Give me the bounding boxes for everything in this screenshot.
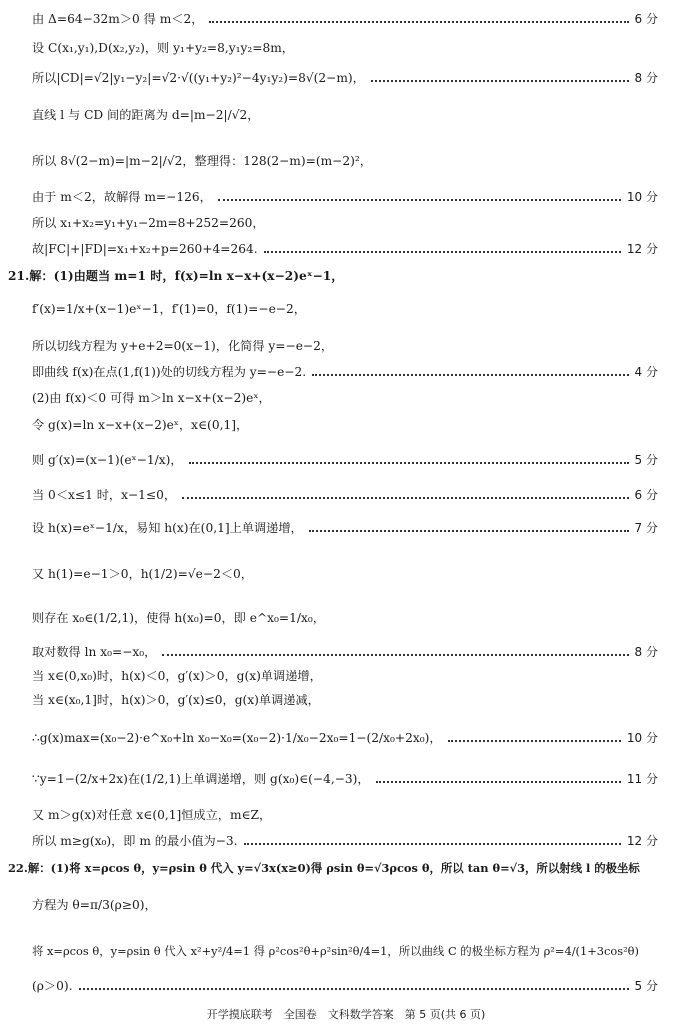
line-13 xyxy=(32,389,658,406)
line-6 xyxy=(32,188,658,205)
line-5 xyxy=(32,152,658,169)
line-25 xyxy=(32,806,658,823)
line-text: 即曲线 f(x)在点(1,f(1))处的切线方程为 y=−e−2. xyxy=(32,365,307,379)
line-2 xyxy=(32,39,658,56)
score-label: 4 分 xyxy=(634,365,658,379)
leader-dots xyxy=(264,251,621,253)
line-text: 由于 m＜2，故解得 m=−126， xyxy=(32,190,212,204)
line-text: (ρ＞0). xyxy=(32,979,73,993)
line-text: 将 x=ρcos θ，y=ρsin θ 代入 x²+y²/4=1 得 ρ²cos²θ+ρ²sin²θ/4=1，所以曲线 C 的极坐标方程为 ρ²=4/(1+3cos²θ) xyxy=(32,944,639,958)
line-30 xyxy=(32,977,658,994)
leader-dots xyxy=(79,988,629,990)
line-11 xyxy=(32,337,658,354)
line-26 xyxy=(32,832,658,849)
leader-dots xyxy=(209,21,628,23)
line-16 xyxy=(32,486,658,503)
score-label: 8 分 xyxy=(634,71,658,85)
line-text: 当 x∈(0,x₀)时，h(x)＜0，g′(x)＞0，g(x)单调递增， xyxy=(32,669,322,683)
score-label: 5 分 xyxy=(634,979,658,993)
line-29 xyxy=(32,943,658,959)
line-text: 所以 x₁+x₂=y₁+y₁−2m=8+252=260， xyxy=(32,216,265,230)
line-14 xyxy=(32,416,658,433)
line-28 xyxy=(32,896,658,913)
leader-dots xyxy=(312,374,628,376)
leader-dots xyxy=(189,462,629,464)
question-21-heading: 21.解：(1)由题当 m=1 时，f(x)=ln x−x+(x−2)eˣ−1， xyxy=(8,269,344,283)
line-text: 故|FC|+|FD|=x₁+x₂+p=260+4=264. xyxy=(32,242,258,256)
leader-dots xyxy=(371,80,629,82)
score-label: 5 分 xyxy=(634,453,658,467)
line-text: 所以切线方程为 y+e+2=0(x−1)，化简得 y=−e−2， xyxy=(32,339,334,353)
line-text: 由 Δ=64−32m＞0 得 m＜2， xyxy=(32,12,204,26)
line-text: 所以 8√(2−m)=|m−2|/√2，整理得：128(2−m)=(m−2)²， xyxy=(32,154,372,168)
score-label: 6 分 xyxy=(634,12,658,26)
line-text: 当 0＜x≤1 时，x−1≤0， xyxy=(32,488,177,502)
line-15 xyxy=(32,451,658,468)
line-3 xyxy=(32,69,658,86)
line-text: 当 x∈(x₀,1]时，h(x)＞0，g′(x)≤0，g(x)单调递减， xyxy=(32,693,320,707)
score-label: 12 分 xyxy=(626,242,658,256)
line-22 xyxy=(32,691,658,708)
leader-dots xyxy=(218,199,621,201)
score-label: 11 分 xyxy=(626,772,658,786)
line-text: 方程为 θ=π/3(ρ≥0)， xyxy=(32,898,157,912)
line-text: 则 g′(x)=(x−1)(eˣ−1/x)， xyxy=(32,453,183,467)
line-21 xyxy=(32,667,658,684)
line-text: ∴g(x)max=(x₀−2)·e^x₀+ln x₀−x₀=(x₀−2)·1/x₀−2x₀=1−(2/x₀+2x₀)， xyxy=(32,731,442,745)
line-24 xyxy=(32,770,658,787)
line-text: 设 C(x₁,y₁),D(x₂,y₂)，则 y₁+y₂=8,y₁y₂=8m， xyxy=(32,41,294,55)
line-23 xyxy=(32,729,658,746)
line-12 xyxy=(32,363,658,380)
line-text: (2)由 f(x)＜0 可得 m＞ln x−x+(x−2)eˣ， xyxy=(32,391,271,405)
score-label: 10 分 xyxy=(626,190,658,204)
leader-dots xyxy=(162,654,628,656)
line-1 xyxy=(32,10,658,27)
leader-dots xyxy=(244,843,621,845)
line-text: 又 m＞g(x)对任意 x∈(0,1]恒成立，m∈Z， xyxy=(32,808,272,822)
line-text: 设 h(x)=eˣ−1/x，易知 h(x)在(0,1]上单调递增， xyxy=(32,521,303,535)
leader-dots xyxy=(182,497,628,499)
line-text: f′(x)=1/x+(x−1)eˣ−1，f′(1)=0，f(1)=−e−2， xyxy=(32,302,306,316)
line-text: ∵y=1−(2/x+2x)在(1/2,1)上单调递增，则 g(x₀)∈(−4,−3)， xyxy=(32,772,370,786)
score-label: 6 分 xyxy=(634,488,658,502)
line-text: 所以|CD|=√2|y₁−y₂|=√2·√((y₁+y₂)²−4y₁y₂)=8√(2−m)， xyxy=(32,71,365,85)
line-text: 又 h(1)=e−1＞0，h(1/2)=√e−2＜0， xyxy=(32,567,253,581)
page-footer: 开学摸底联考 全国卷 文科数学答案 第 5 页(共 6 页) xyxy=(206,1008,486,1021)
line-text: 直线 l 与 CD 间的距离为 d=|m−2|/√2， xyxy=(32,108,260,122)
line-4 xyxy=(32,106,658,123)
line-7 xyxy=(32,214,658,231)
line-18 xyxy=(32,565,658,582)
line-text: 令 g(x)=ln x−x+(x−2)eˣ，x∈(0,1]， xyxy=(32,418,249,432)
score-label: 12 分 xyxy=(626,834,658,848)
line-20 xyxy=(32,643,658,660)
leader-dots xyxy=(376,781,621,783)
line-text: 取对数得 ln x₀=−x₀， xyxy=(32,645,157,659)
leader-dots xyxy=(448,740,621,742)
line-8 xyxy=(32,240,658,257)
line-text: 则存在 x₀∈(1/2,1)，使得 h(x₀)=0，即 e^x₀=1/x₀， xyxy=(32,611,325,625)
score-label: 7 分 xyxy=(634,521,658,535)
line-17 xyxy=(32,519,658,536)
score-label: 10 分 xyxy=(626,731,658,745)
line-19 xyxy=(32,609,658,626)
line-9 xyxy=(8,267,658,284)
line-10 xyxy=(32,300,658,317)
line-27 xyxy=(8,860,658,876)
leader-dots xyxy=(309,530,629,532)
score-label: 8 分 xyxy=(634,645,658,659)
line-text: 所以 m≥g(x₀)，即 m 的最小值为−3. xyxy=(32,834,238,848)
question-22-heading: 22.解：(1)将 x=ρcos θ，y=ρsin θ 代入 y=√3x(x≥0)得 ρsin θ=√3ρcos θ，所以 tan θ=√3，所以射线 l 的极坐标 xyxy=(8,861,640,875)
